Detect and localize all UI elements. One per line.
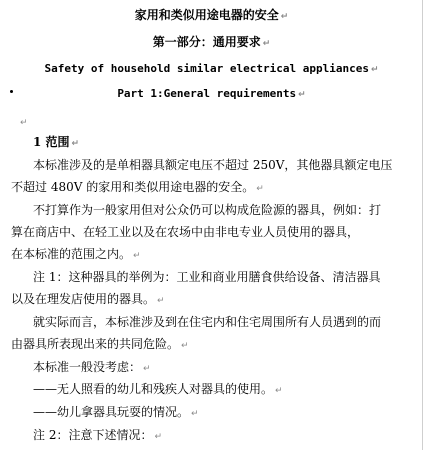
note-line: 注 2：注意下述情况： ↵: [33, 428, 162, 442]
paragraph-mark: ↵: [133, 251, 141, 261]
body-line: 不打算作为一般家用但对公众仍可以构成危险源的器具，例如：打: [33, 203, 382, 217]
section-heading: [33, 134, 79, 152]
paragraph-mark: ↵: [298, 90, 306, 100]
paragraph-mark: ↵: [256, 184, 264, 194]
body-line: 本标准涉及的是单相器具额定电压不超过 250V，其他器具额定电压: [33, 158, 393, 172]
paragraph-mark: ↵: [262, 39, 271, 49]
paragraph-mark: ↵: [143, 364, 151, 374]
paragraph-mark: ↵: [20, 118, 28, 128]
document-title-cn: [0, 7, 423, 25]
paragraph-mark: ↵: [154, 432, 162, 442]
title-cn-text: 家用和类似用途电器的安全: [134, 8, 279, 22]
paragraph-mark: ↵: [71, 139, 80, 149]
title-en-text: Safety of household similar electrical appliances: [44, 62, 369, 75]
note-line: 注 1：这种器具的举例为：工业和商业用膳食供给设备、清洁器具: [33, 270, 381, 284]
body-line: 算在商店中、在轻工业以及在农场中由非电专业人员使用的器具，: [11, 225, 360, 239]
part-en-text: Part 1:General requirements: [117, 87, 297, 100]
paragraph-mark: ↵: [157, 296, 165, 306]
body-line: 本标准一般没考虑： ↵: [33, 360, 151, 374]
paragraph-mark: ↵: [275, 386, 283, 396]
document-part-en: [0, 86, 423, 103]
dash-item: ——幼儿拿器具玩耍的情况。 ↵: [33, 405, 199, 419]
paragraph-mark: ↵: [280, 12, 289, 22]
paragraph-mark: ↵: [181, 341, 189, 351]
body-line: 不超过 480V 的家用和类似用途电器的安全。 ↵: [11, 180, 264, 194]
body-line: 就实际而言，本标准涉及到在住宅内和住宅周围所有人员遇到的而: [33, 315, 382, 329]
empty-paragraph: [18, 113, 28, 131]
document-part-cn: [0, 34, 423, 52]
dash-item: ——无人照看的幼儿和残疾人对器具的使用。 ↵: [33, 382, 283, 396]
body-line: 由器具所表现出来的共同危险。 ↵: [11, 337, 189, 351]
document-title-en: [0, 61, 423, 78]
note-line: 以及在理发店使用的器具。 ↵: [11, 292, 165, 306]
part-cn-text: 第一部分：通用要求: [152, 35, 261, 49]
paragraph-mark: ↵: [370, 65, 379, 75]
paragraph-mark: ↵: [191, 409, 199, 419]
body-line: 在本标准的范围之内。 ↵: [11, 247, 141, 261]
section-heading-text: 1 范围: [33, 135, 70, 149]
